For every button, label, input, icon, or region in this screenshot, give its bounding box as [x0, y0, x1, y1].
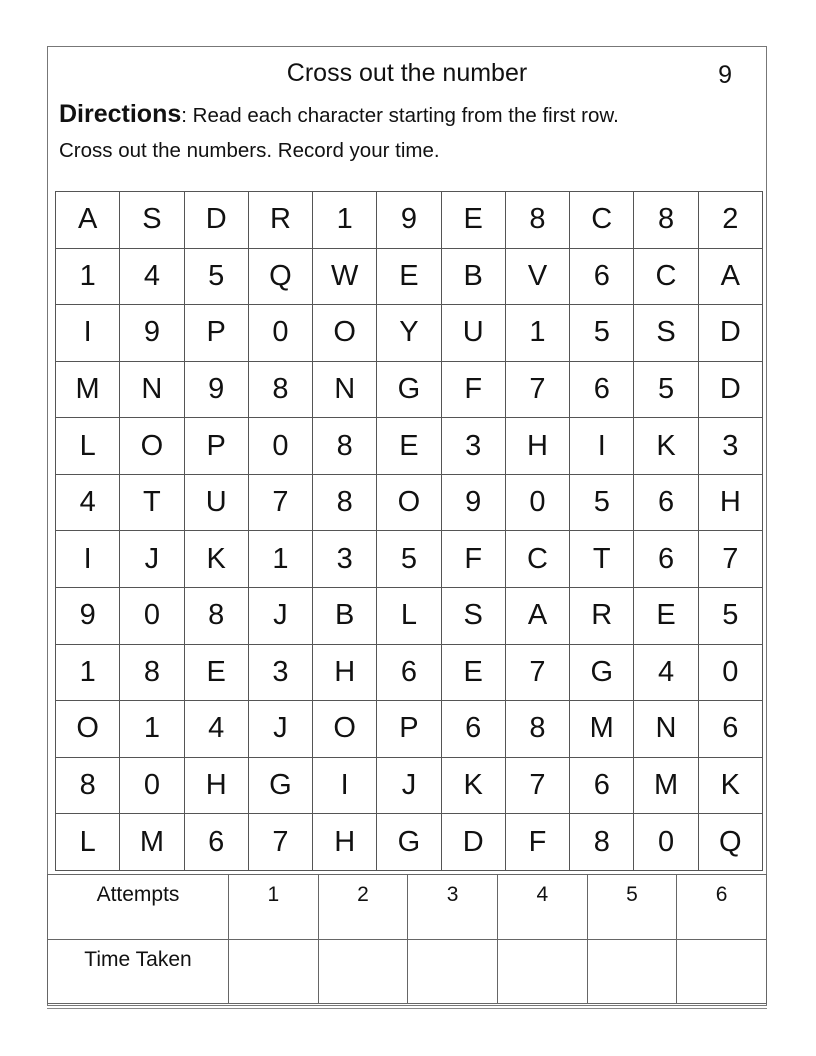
- grid-cell[interactable]: 0: [120, 588, 184, 645]
- grid-cell[interactable]: 8: [505, 192, 569, 249]
- grid-cell[interactable]: 7: [505, 757, 569, 814]
- grid-row: [56, 531, 763, 588]
- grid-cell[interactable]: I: [570, 418, 634, 475]
- grid-row: [56, 248, 763, 305]
- page-number: 9: [718, 61, 732, 89]
- grid-cell[interactable]: K: [184, 531, 248, 588]
- grid-cell[interactable]: H: [184, 757, 248, 814]
- time-taken-cell[interactable]: [497, 939, 587, 1004]
- grid-cell[interactable]: 1: [505, 305, 569, 362]
- grid-cell[interactable]: 6: [698, 701, 762, 758]
- grid-cell[interactable]: D: [184, 192, 248, 249]
- attempt-number: 1: [229, 875, 319, 940]
- grid-cell[interactable]: 6: [184, 814, 248, 871]
- grid-cell[interactable]: R: [248, 192, 312, 249]
- grid-cell[interactable]: V: [505, 248, 569, 305]
- grid-cell[interactable]: 5: [377, 531, 441, 588]
- grid-cell[interactable]: 1: [56, 248, 120, 305]
- attempt-number: 6: [677, 875, 767, 940]
- grid-cell[interactable]: 7: [248, 814, 312, 871]
- time-taken-label: Time Taken: [48, 939, 229, 1004]
- character-grid: [55, 191, 763, 871]
- grid-cell[interactable]: 4: [56, 474, 120, 531]
- grid-cell[interactable]: 7: [505, 361, 569, 418]
- grid-cell[interactable]: O: [377, 474, 441, 531]
- grid-cell[interactable]: N: [634, 701, 698, 758]
- grid-cell[interactable]: 0: [248, 305, 312, 362]
- grid-cell[interactable]: H: [505, 418, 569, 475]
- grid-cell[interactable]: F: [441, 531, 505, 588]
- time-taken-cell[interactable]: [408, 939, 498, 1004]
- grid-cell[interactable]: L: [56, 418, 120, 475]
- grid-cell[interactable]: 6: [634, 474, 698, 531]
- grid-cell[interactable]: H: [313, 814, 377, 871]
- grid-cell[interactable]: U: [184, 474, 248, 531]
- time-taken-cell[interactable]: [318, 939, 408, 1004]
- grid-cell[interactable]: 8: [313, 418, 377, 475]
- grid-cell[interactable]: P: [377, 701, 441, 758]
- grid-cell[interactable]: 8: [248, 361, 312, 418]
- grid-cell[interactable]: J: [248, 588, 312, 645]
- directions-text-line2: Cross out the numbers. Record your time.: [59, 139, 440, 162]
- attempts-label: Attempts: [48, 875, 229, 940]
- grid-cell[interactable]: 9: [377, 192, 441, 249]
- grid-cell[interactable]: 0: [248, 418, 312, 475]
- grid-cell[interactable]: F: [441, 361, 505, 418]
- grid-cell[interactable]: 7: [505, 644, 569, 701]
- grid-cell[interactable]: 4: [634, 644, 698, 701]
- grid-cell[interactable]: T: [120, 474, 184, 531]
- grid-cell[interactable]: O: [313, 701, 377, 758]
- grid-cell[interactable]: S: [120, 192, 184, 249]
- grid-cell[interactable]: Q: [698, 814, 762, 871]
- grid-row: [56, 305, 763, 362]
- grid-cell[interactable]: 8: [570, 814, 634, 871]
- attempt-number: 2: [318, 875, 408, 940]
- grid-row: [56, 418, 763, 475]
- grid-cell[interactable]: H: [698, 474, 762, 531]
- grid-cell[interactable]: 3: [698, 418, 762, 475]
- grid-row: [56, 814, 763, 871]
- grid-cell[interactable]: L: [377, 588, 441, 645]
- grid-cell[interactable]: 8: [505, 701, 569, 758]
- grid-cell[interactable]: B: [441, 248, 505, 305]
- grid-cell[interactable]: Q: [248, 248, 312, 305]
- grid-cell[interactable]: 5: [698, 588, 762, 645]
- time-taken-cell[interactable]: [229, 939, 319, 1004]
- grid-cell[interactable]: 3: [248, 644, 312, 701]
- grid-cell[interactable]: M: [570, 701, 634, 758]
- grid-cell[interactable]: S: [441, 588, 505, 645]
- grid-cell[interactable]: 1: [56, 644, 120, 701]
- grid-cell[interactable]: K: [634, 418, 698, 475]
- grid-cell[interactable]: M: [120, 814, 184, 871]
- grid-cell[interactable]: S: [634, 305, 698, 362]
- grid-cell[interactable]: 8: [634, 192, 698, 249]
- grid-cell[interactable]: Y: [377, 305, 441, 362]
- grid-cell[interactable]: 1: [248, 531, 312, 588]
- grid-cell[interactable]: E: [184, 644, 248, 701]
- grid-cell[interactable]: J: [120, 531, 184, 588]
- grid-cell[interactable]: I: [56, 531, 120, 588]
- attempt-number: 5: [587, 875, 677, 940]
- grid-row: [56, 701, 763, 758]
- grid-cell[interactable]: A: [56, 192, 120, 249]
- grid-cell[interactable]: A: [505, 588, 569, 645]
- grid-row: [56, 757, 763, 814]
- grid-cell[interactable]: O: [56, 701, 120, 758]
- grid-cell[interactable]: K: [441, 757, 505, 814]
- grid-cell[interactable]: E: [377, 418, 441, 475]
- grid-cell[interactable]: M: [56, 361, 120, 418]
- grid-cell[interactable]: 9: [184, 361, 248, 418]
- grid-cell[interactable]: R: [570, 588, 634, 645]
- grid-cell[interactable]: 9: [441, 474, 505, 531]
- grid-cell[interactable]: 6: [377, 644, 441, 701]
- grid-cell[interactable]: 9: [120, 305, 184, 362]
- grid-cell[interactable]: 8: [184, 588, 248, 645]
- grid-row: [56, 644, 763, 701]
- grid-cell[interactable]: 5: [570, 305, 634, 362]
- attempt-number: 4: [497, 875, 587, 940]
- grid-cell[interactable]: J: [248, 701, 312, 758]
- bottom-rule: [47, 1008, 767, 1009]
- grid-row: [56, 361, 763, 418]
- grid-cell[interactable]: 5: [184, 248, 248, 305]
- grid-cell[interactable]: O: [313, 305, 377, 362]
- grid-cell[interactable]: 4: [120, 248, 184, 305]
- directions-block: [59, 97, 749, 168]
- grid-cell[interactable]: 5: [634, 361, 698, 418]
- grid-cell[interactable]: C: [505, 531, 569, 588]
- grid-cell[interactable]: U: [441, 305, 505, 362]
- grid-cell[interactable]: 6: [570, 757, 634, 814]
- directions-text-line1: : Read each character starting from the first row.: [181, 104, 619, 127]
- grid-cell[interactable]: 0: [505, 474, 569, 531]
- grid-cell[interactable]: 1: [313, 192, 377, 249]
- time-taken-row: [48, 939, 767, 1004]
- grid-cell[interactable]: P: [184, 418, 248, 475]
- grid-cell[interactable]: B: [313, 588, 377, 645]
- grid-cell[interactable]: K: [698, 757, 762, 814]
- grid-cell[interactable]: 0: [120, 757, 184, 814]
- grid-cell[interactable]: C: [634, 248, 698, 305]
- grid-cell[interactable]: 1: [120, 701, 184, 758]
- grid-cell[interactable]: O: [120, 418, 184, 475]
- grid-cell[interactable]: G: [377, 814, 441, 871]
- grid-cell[interactable]: E: [634, 588, 698, 645]
- grid-row: [56, 588, 763, 645]
- grid-cell[interactable]: 6: [441, 701, 505, 758]
- grid-cell[interactable]: D: [698, 361, 762, 418]
- grid-cell[interactable]: 0: [634, 814, 698, 871]
- grid-cell[interactable]: 8: [56, 757, 120, 814]
- grid-row: [56, 474, 763, 531]
- grid-cell[interactable]: 0: [698, 644, 762, 701]
- grid-cell[interactable]: C: [570, 192, 634, 249]
- grid-cell[interactable]: E: [441, 192, 505, 249]
- grid-cell[interactable]: D: [441, 814, 505, 871]
- worksheet-title: Cross out the number: [286, 59, 528, 87]
- grid-cell[interactable]: 2: [698, 192, 762, 249]
- attempts-row: [48, 875, 767, 940]
- grid-cell[interactable]: E: [441, 644, 505, 701]
- grid-cell[interactable]: 5: [570, 474, 634, 531]
- attempts-table: [47, 874, 767, 1004]
- grid-cell[interactable]: E: [377, 248, 441, 305]
- grid-cell[interactable]: J: [377, 757, 441, 814]
- time-taken-cell[interactable]: [677, 939, 767, 1004]
- grid-cell[interactable]: F: [505, 814, 569, 871]
- grid-cell[interactable]: N: [120, 361, 184, 418]
- grid-cell[interactable]: 6: [570, 248, 634, 305]
- grid-cell[interactable]: M: [634, 757, 698, 814]
- grid-cell[interactable]: A: [698, 248, 762, 305]
- grid-cell[interactable]: G: [377, 361, 441, 418]
- time-taken-cell[interactable]: [587, 939, 677, 1004]
- grid-cell[interactable]: 3: [441, 418, 505, 475]
- grid-cell[interactable]: D: [698, 305, 762, 362]
- grid-cell[interactable]: I: [313, 757, 377, 814]
- grid-cell[interactable]: 7: [698, 531, 762, 588]
- grid-cell[interactable]: 7: [248, 474, 312, 531]
- grid-cell[interactable]: 4: [184, 701, 248, 758]
- grid-cell[interactable]: 6: [570, 361, 634, 418]
- grid-cell[interactable]: 6: [634, 531, 698, 588]
- grid-cell[interactable]: G: [248, 757, 312, 814]
- grid-cell[interactable]: I: [56, 305, 120, 362]
- attempt-number: 3: [408, 875, 498, 940]
- grid-cell[interactable]: T: [570, 531, 634, 588]
- grid-cell[interactable]: L: [56, 814, 120, 871]
- grid-cell[interactable]: 9: [56, 588, 120, 645]
- grid-cell[interactable]: N: [313, 361, 377, 418]
- grid-cell[interactable]: 8: [313, 474, 377, 531]
- grid-row: [56, 192, 763, 249]
- grid-cell[interactable]: G: [570, 644, 634, 701]
- grid-cell[interactable]: H: [313, 644, 377, 701]
- grid-cell[interactable]: P: [184, 305, 248, 362]
- grid-cell[interactable]: 3: [313, 531, 377, 588]
- grid-cell[interactable]: 8: [120, 644, 184, 701]
- grid-cell[interactable]: W: [313, 248, 377, 305]
- directions-heading: Directions: [59, 100, 182, 128]
